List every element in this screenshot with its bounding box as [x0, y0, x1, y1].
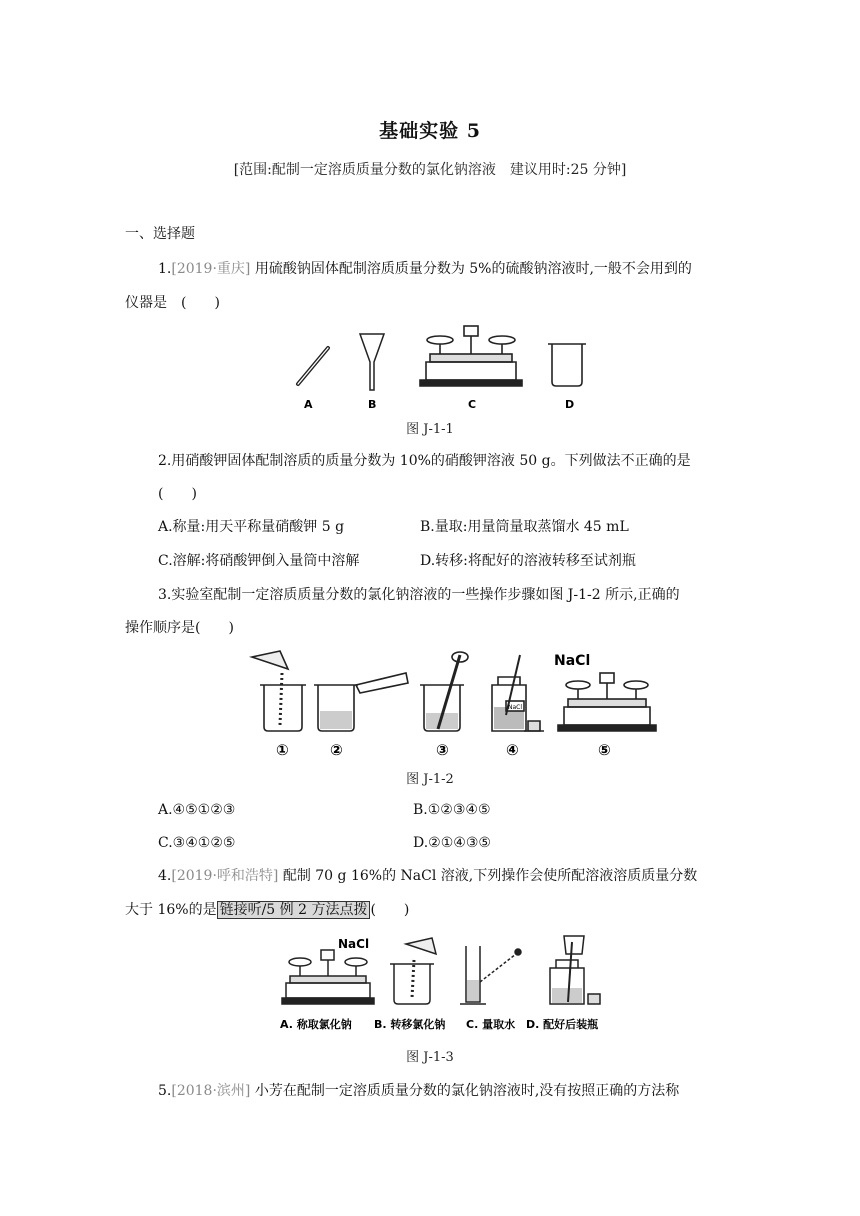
figure-label: B. 转移氯化钠 — [374, 1018, 446, 1031]
option-a: A.④⑤①②③ — [158, 802, 236, 818]
option-b: B.量取:用量筒量取蒸馏水 45 mL — [420, 519, 629, 535]
figure-label: B — [368, 398, 377, 411]
beaker-with-paper-icon — [252, 651, 306, 731]
figure-label: C. 量取水 — [466, 1018, 516, 1031]
funnel-icon — [360, 334, 384, 390]
option-c: C.③④①②⑤ — [158, 835, 236, 851]
question-text: 用硫酸钠固体配制溶质质量分数为 5%的硫酸钠溶液时,一般不会用到的 — [254, 261, 692, 277]
nacl-label: NaCl — [554, 653, 591, 669]
figure-j-1-1 — [280, 322, 600, 414]
question-3-line-2: 操作顺序是( ) — [125, 620, 234, 636]
figure-caption: 图 J-1-1 — [406, 422, 454, 437]
option-b: B.①②③④⑤ — [413, 802, 491, 818]
beaker-icon — [548, 344, 586, 386]
question-source: [2019·呼和浩特] — [171, 868, 279, 884]
pouring-water-icon — [314, 673, 408, 731]
option-d: D.②①④③⑤ — [413, 835, 491, 851]
section-heading: 一、选择题 — [125, 226, 195, 242]
figure-label: C — [468, 398, 477, 411]
figure-label: D. 配好后装瓶 — [526, 1018, 599, 1031]
bottle-label: NaCl — [508, 704, 523, 711]
figure-caption: 图 J-1-3 — [406, 1050, 454, 1065]
beaker-with-paper-icon — [390, 938, 436, 1004]
nacl-label: NaCl — [338, 937, 370, 951]
question-5-line-1 — [158, 1081, 679, 1101]
balance-scale-icon — [420, 326, 522, 386]
figure-label: ① — [276, 741, 289, 759]
option-d: D.转移:将配好的溶液转移至试剂瓶 — [420, 553, 636, 569]
question-1-line-2: 仪器是 ( ) — [125, 295, 220, 311]
graduated-cylinder-icon — [460, 946, 521, 1004]
stirring-beaker-icon — [420, 652, 468, 731]
option-c: C.溶解:将硝酸钾倒入量筒中溶解 — [158, 553, 360, 569]
question-text: 小芳在配制一定溶质质量分数的氯化钠溶液时,没有按照正确的方法称 — [254, 1083, 680, 1099]
question-2-line-1: 2.用硝酸钾固体配制溶质的质量分数为 10%的硝酸钾溶液 50 g。下列做法不正确的是 — [158, 453, 691, 469]
option-a: A.称量:用天平称量硝酸钾 5 g — [158, 519, 345, 535]
balance-scale-icon — [558, 673, 656, 731]
figure-label: ③ — [436, 741, 449, 759]
figure-label: D — [565, 398, 575, 411]
figure-caption: 图 J-1-2 — [406, 772, 454, 787]
question-4-line-2 — [125, 900, 409, 920]
method-tip-link[interactable]: 链接听/5 例 2 方法点拨 — [217, 901, 371, 919]
figure-j-1-2 — [244, 645, 664, 761]
figure-j-1-3 — [280, 932, 612, 1040]
page-title: 基础实验 5 — [379, 120, 481, 142]
figure-label: A. 称取氯化钠 — [280, 1018, 352, 1031]
question-3-line-1: 3.实验室配制一定溶质质量分数的氯化钠溶液的一些操作步骤如图 J-1-2 所示,正确的 — [158, 587, 680, 603]
question-source: [2019·重庆] — [171, 261, 251, 277]
balance-scale-icon — [282, 950, 374, 1004]
answer-blank: ( ) — [370, 902, 410, 918]
question-source: [2018·滨州] — [171, 1083, 251, 1099]
page-subtitle: [范围:配制一定溶质质量分数的氯化钠溶液 建议用时:25 分钟] — [233, 162, 627, 178]
question-number: 4. — [158, 868, 172, 884]
question-2-line-2: ( ) — [158, 486, 197, 502]
question-number: 5. — [158, 1083, 172, 1099]
figure-label: A — [304, 398, 313, 411]
figure-label: ② — [330, 741, 343, 759]
question-1-line-1 — [158, 259, 692, 279]
question-text: 配制 70 g 16%的 NaCl 溶液,下列操作会使所配溶液溶质质量分数 — [282, 868, 698, 884]
question-4-line-1 — [158, 866, 697, 886]
figure-label: ④ — [506, 741, 519, 759]
question-text: 大于 16%的是 — [125, 902, 217, 918]
question-number: 1. — [158, 261, 172, 277]
reagent-bottle-icon — [492, 655, 544, 731]
figure-label: ⑤ — [598, 741, 611, 759]
glass-rod-icon — [298, 348, 328, 384]
reagent-bottle-icon — [550, 936, 600, 1004]
